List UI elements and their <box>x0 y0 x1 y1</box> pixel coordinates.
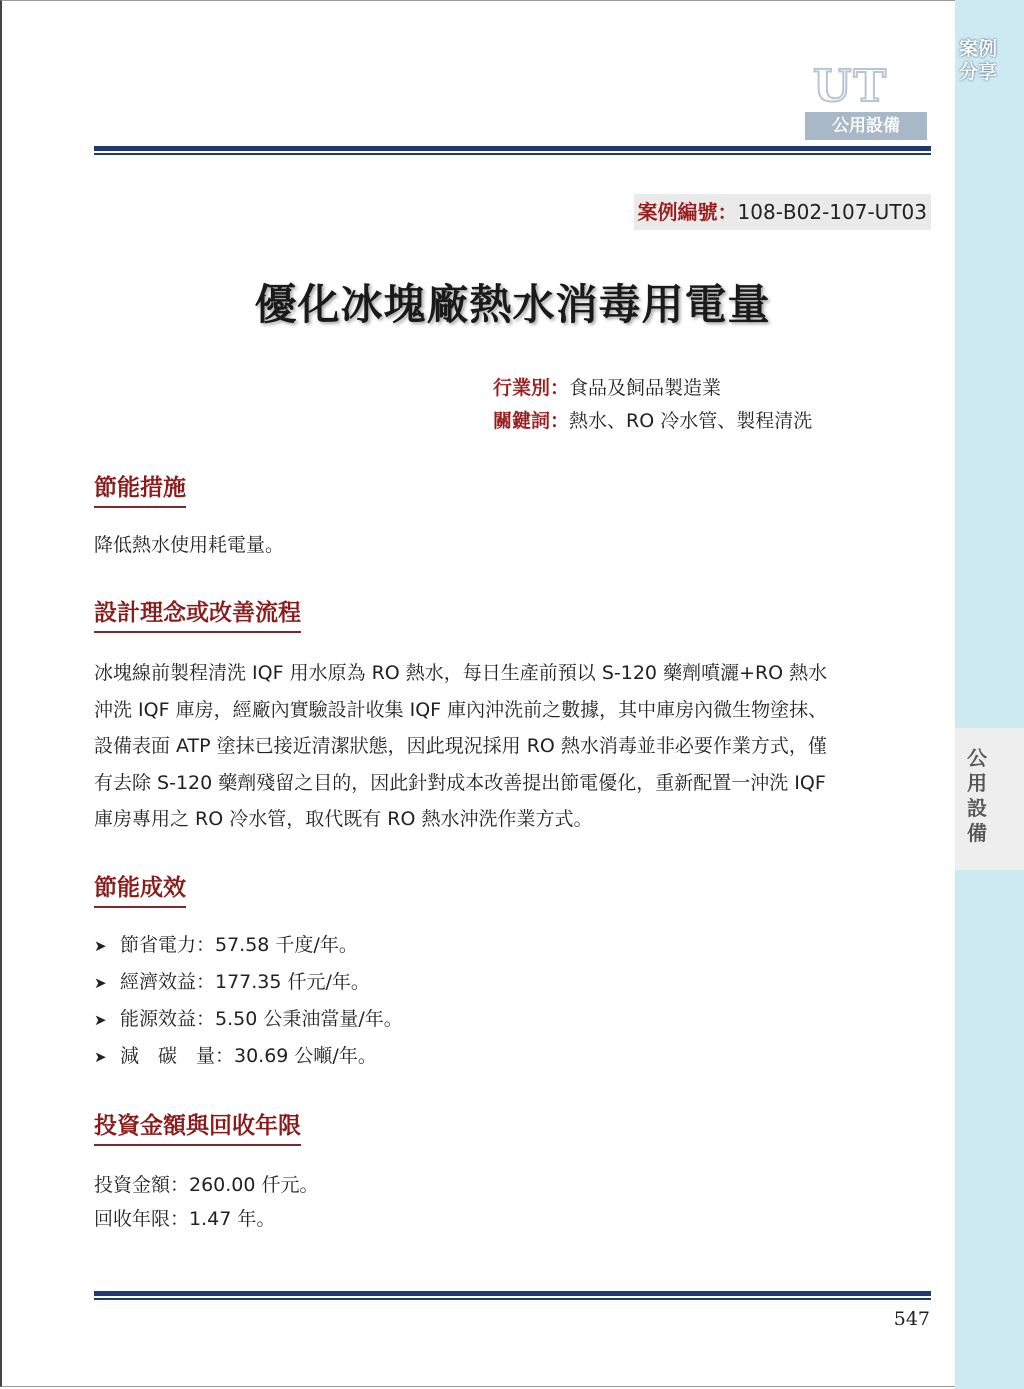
list-item <box>94 927 694 964</box>
result-text: 節省電力：57.58 千度/年。 <box>120 934 358 956</box>
ut-logo-label: 公用設備 <box>805 112 927 140</box>
header-rule <box>94 146 931 155</box>
case-number-label: 案例編號： <box>637 200 738 224</box>
industry-label: 行業別： <box>493 377 570 399</box>
measures-text <box>94 531 934 559</box>
section-heading-results: 節能成效 <box>94 874 186 908</box>
case-number <box>634 194 931 230</box>
investment-payback: 回收年限：1.47 年。 <box>94 1208 276 1230</box>
list-item <box>94 964 694 1001</box>
list-item <box>94 1001 694 1038</box>
arrow-bullet-icon: ➤ <box>94 1011 107 1029</box>
industry-value: 食品及飼品製造業 <box>569 377 722 399</box>
list-item <box>94 1038 694 1075</box>
side-category-label: 案例分享 <box>958 38 997 83</box>
arrow-bullet-icon: ➤ <box>94 974 107 992</box>
side-band <box>955 0 1024 1389</box>
industry-row <box>493 376 721 400</box>
ut-logo-mark: UT <box>813 61 889 112</box>
keywords-row <box>493 409 812 433</box>
investment-amount: 投資金額：260.00 仟元。 <box>94 1174 319 1196</box>
result-text: 減 碳 量：30.69 公噸/年。 <box>120 1045 377 1067</box>
result-text: 經濟效益：177.35 仟元/年。 <box>120 971 370 993</box>
section-heading-design: 設計理念或改善流程 <box>94 599 301 633</box>
measures-paragraph: 降低熱水使用耗電量。 <box>94 534 285 556</box>
results-list <box>94 927 694 1075</box>
investment-text <box>94 1168 934 1236</box>
design-line: 設備表面 ATP 塗抹已接近清潔狀態，因此現況採用 RO 熱水消毒並非必要作業方式，僅 <box>94 735 827 757</box>
arrow-bullet-icon: ➤ <box>94 937 107 955</box>
footer-rule <box>94 1291 931 1300</box>
section-heading-investment: 投資金額與回收年限 <box>94 1112 301 1146</box>
ut-logo <box>805 61 925 140</box>
section-heading-measures: 節能措施 <box>94 474 186 508</box>
design-line: 有去除 S-120 藥劑殘留之目的，因此針對成本改善提出節電優化，重新配置一沖洗 IQF <box>94 771 826 794</box>
side-tab-label: 公用設備 <box>967 746 987 845</box>
page-number: 547 <box>893 1308 930 1330</box>
design-line: 庫房專用之 RO 冷水管，取代既有 RO 熱水沖洗作業方式。 <box>94 808 593 830</box>
case-number-value: 108-B02-107-UT03 <box>737 200 927 224</box>
design-line: 冰塊線前製程清洗 IQF 用水原為 RO 熱水，每日生產前預以 S-120 藥劑噴灑+RO 熱水 <box>94 662 828 684</box>
keywords-label: 關鍵詞： <box>493 410 570 432</box>
design-text <box>94 655 934 838</box>
arrow-bullet-icon: ➤ <box>94 1048 107 1066</box>
keywords-value: 熱水、RO 冷水管、製程清洗 <box>569 410 813 432</box>
result-text: 能源效益：5.50 公秉油當量/年。 <box>120 1008 403 1030</box>
design-line: 沖洗 IQF 庫房，經廠內實驗設計收集 IQF 庫內沖洗前之數據，其中庫房內微生物塗抹、 <box>94 698 828 721</box>
page-title: 優化冰塊廠熱水消毒用電量 <box>254 280 771 329</box>
